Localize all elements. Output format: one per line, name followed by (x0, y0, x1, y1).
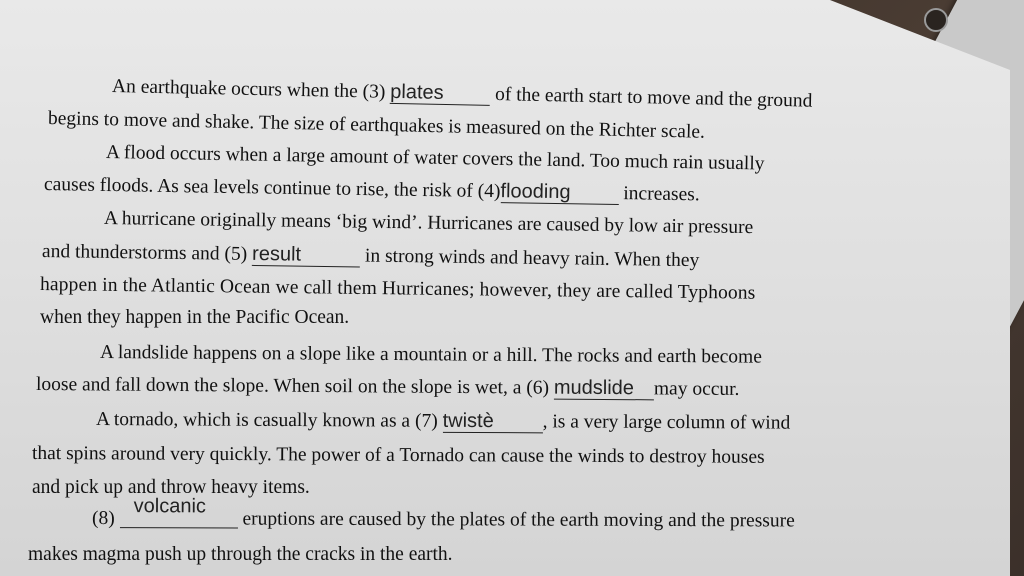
answer-4: flooding (500, 180, 571, 204)
volcano-line-1 (91, 495, 795, 533)
hurricane-line-2 (42, 241, 700, 273)
text-segment: may occur. (653, 378, 740, 400)
flood-line-1: A flood occurs when a large amount of water covers the land. Too much rain usually (105, 142, 765, 175)
text-segment: increases. (623, 183, 700, 206)
text-segment: causes floods. As sea levels continue to rise, the risk of (4) (43, 174, 501, 203)
text-segment: (8) (91, 508, 115, 530)
volcano-line-2: makes magma push up through the cracks in the earth. (28, 544, 453, 565)
landslide-line-2 (36, 374, 740, 401)
answer-5: result (251, 242, 302, 266)
blank-4[interactable] (500, 181, 618, 205)
landslide-line-1: A landslide happens on a slope like a mountain or a hill. The rocks and earth become (99, 342, 762, 368)
answer-3: plates (390, 80, 444, 104)
answer-8: volcanic (133, 495, 206, 518)
blank-8[interactable] (120, 495, 238, 529)
text-segment: in strong winds and heavy rain. When they (364, 245, 700, 272)
text-segment: An earthquake occurs when the (3) (111, 76, 386, 103)
blank-5[interactable] (252, 244, 360, 268)
blank-7[interactable] (443, 411, 543, 434)
text-segment: and thunderstorms and (5) (41, 241, 248, 265)
text-segment: loose and fall down the slope. When soil on the slope is wet, a (6) (35, 374, 550, 399)
tornado-line-1 (96, 409, 790, 435)
hurricane-line-4: when they happen in the Pacific Ocean. (40, 307, 350, 328)
earthquake-line-1 (112, 76, 813, 113)
flood-line-2 (44, 174, 700, 207)
hurricane-line-1: A hurricane originally means ‘big wind’. Hurricanes are caused by low air pressure (103, 208, 754, 239)
answer-6: mudslide (553, 376, 635, 400)
answer-7: twistè (442, 409, 494, 433)
text-segment: of the earth start to move and the ground (494, 84, 813, 112)
text-segment: , is a very large column of wind (542, 411, 791, 434)
earthquake-line-2: begins to move and shake. The size of earthquakes is measured on the Richter scale. (47, 108, 706, 143)
blank-3[interactable] (390, 82, 490, 107)
tornado-line-3: and pick up and throw heavy items. (32, 477, 310, 498)
tornado-line-2: that spins around very quickly. The power of a Tornado can cause the winds to destroy houses (31, 443, 765, 468)
blank-6[interactable] (554, 378, 654, 401)
text-segment: A tornado, which is casually known as a (7) (95, 409, 438, 432)
hurricane-line-3: happen in the Atlantic Ocean we call them Hurricanes; however, they are called Typhoons (39, 274, 756, 304)
text-segment: eruptions are caused by the plates of the earth moving and the pressure (242, 508, 795, 532)
